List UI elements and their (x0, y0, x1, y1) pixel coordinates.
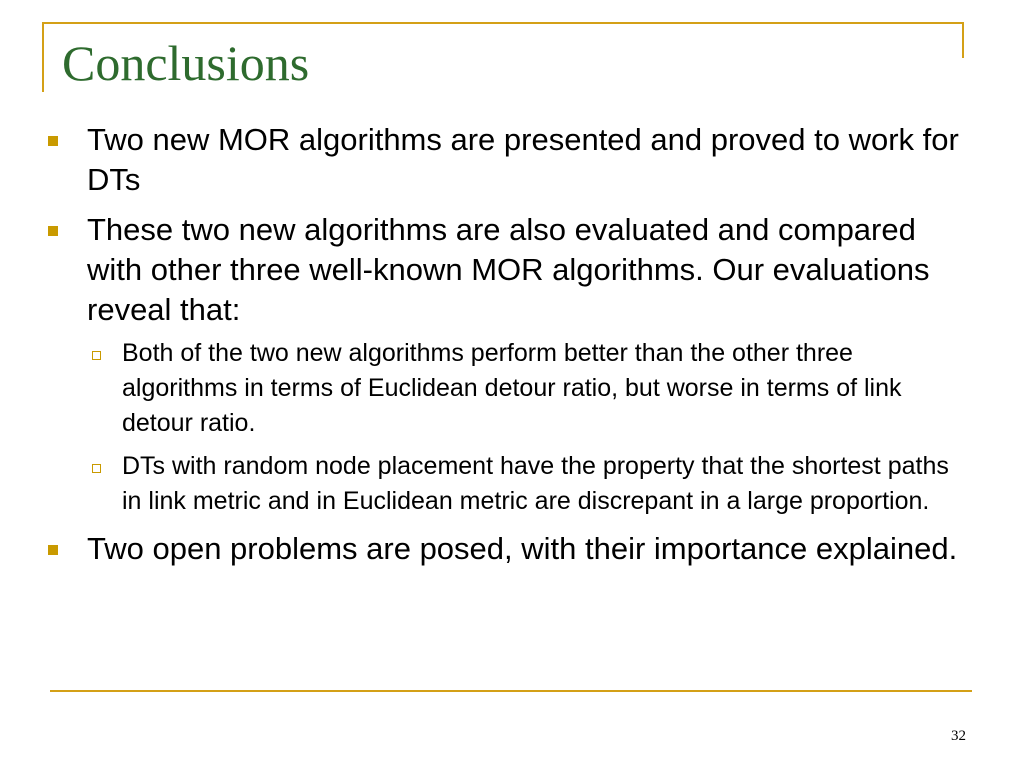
frame-right-line (962, 22, 964, 58)
bullet-item (42, 210, 962, 519)
frame-left-line (42, 22, 44, 92)
square-bullet-icon (48, 226, 58, 236)
sub-bullet-text: Both of the two new algorithms perform better than the other three algorithms in terms of Euclidean detour ratio, but worse in terms of link detour ratio. (122, 339, 902, 437)
bullet-item (42, 120, 962, 200)
bullet-list (42, 120, 962, 579)
bullet-item (42, 529, 962, 569)
sub-bullet-text: DTs with random node placement have the property that the shortest paths in link metric and in Euclidean metric are discrepant in a large proportion. (122, 452, 949, 515)
sub-bullet-item (87, 449, 962, 519)
hollow-square-bullet-icon (92, 464, 101, 473)
frame-bottom-line (50, 690, 972, 692)
square-bullet-icon (48, 136, 58, 146)
bullet-text: These two new algorithms are also evaluated and compared with other three well-known MOR algorithms. Our evaluations reveal that: (87, 212, 930, 327)
square-bullet-icon (48, 545, 58, 555)
frame-top-line (42, 22, 964, 24)
sub-bullet-list (87, 336, 962, 519)
bullet-text: Two open problems are posed, with their importance explained. (87, 531, 958, 566)
slide-title: Conclusions (62, 35, 310, 91)
hollow-square-bullet-icon (92, 351, 101, 360)
sub-bullet-item (87, 336, 962, 441)
page-number: 32 (951, 728, 966, 744)
bullet-text: Two new MOR algorithms are presented and proved to work for DTs (87, 122, 959, 197)
